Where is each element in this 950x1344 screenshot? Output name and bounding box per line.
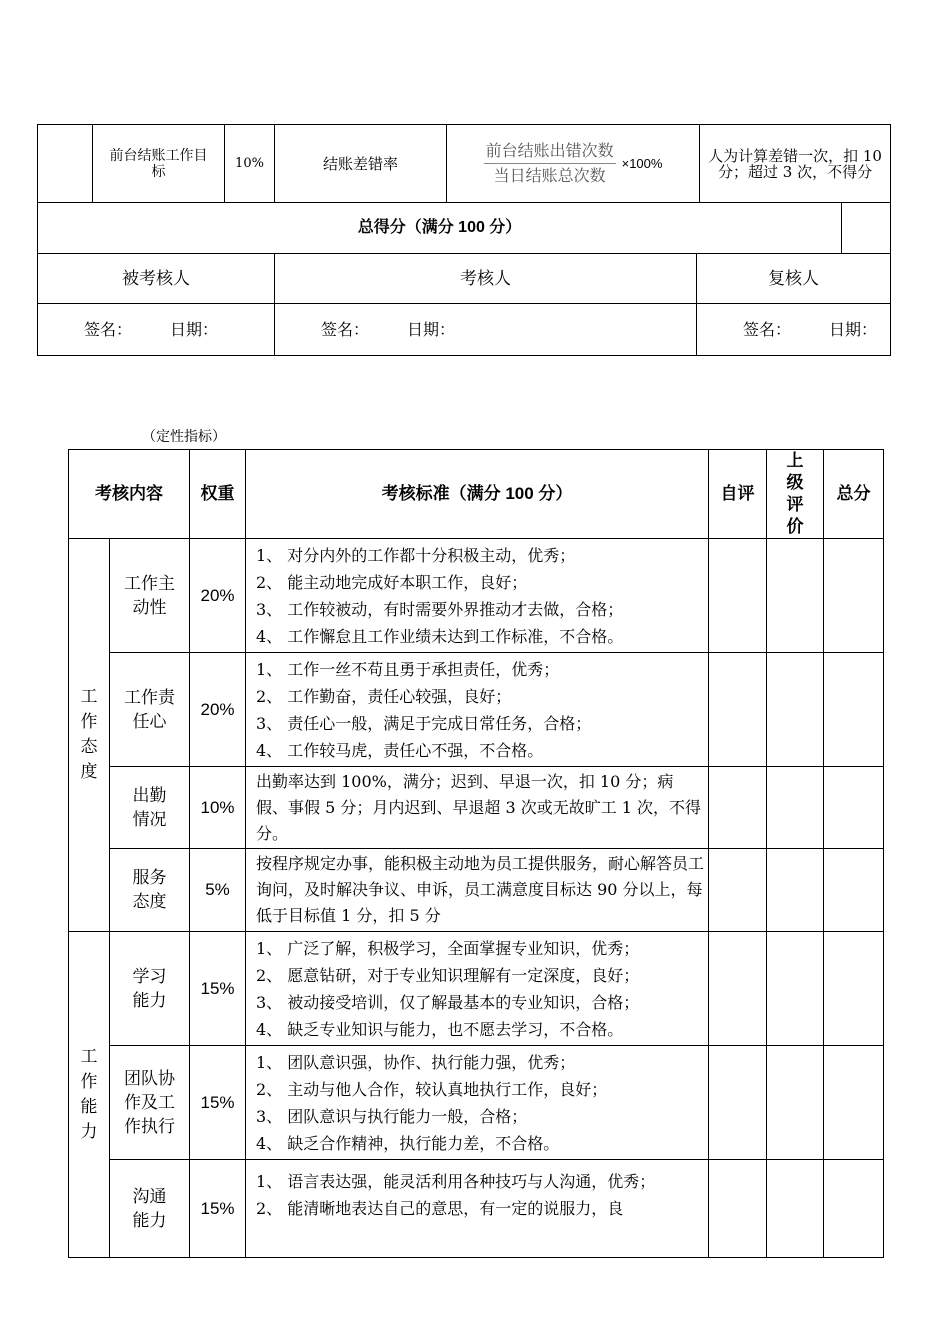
role-reviewer: 复核人 bbox=[697, 254, 891, 304]
role-assessor: 考核人 bbox=[275, 254, 697, 304]
weight-responsibility: 20% bbox=[190, 653, 246, 767]
scoring-rule-cell: 人为计算差错一次，扣 10 分；超过 3 次，不得分 bbox=[700, 125, 891, 203]
qualitative-caption: （定性指标） bbox=[142, 429, 226, 445]
qualitative-table bbox=[68, 449, 884, 1258]
total-score-label: 总得分（满分 100 分） bbox=[38, 203, 842, 254]
superior-score-cell[interactable] bbox=[767, 932, 824, 1046]
criteria-learning: 1、 广泛了解，积极学习，全面掌握专业知识，优秀； 2、 愿意钻研，对于专业知识理解有一定深度，良好； 3、 被动接受培训，仅了解最基本的专业知识，合格； 4、 缺乏专业知识与能力，也不愿去学习，不合格。 bbox=[246, 932, 709, 1046]
header-total: 总分 bbox=[824, 450, 884, 539]
criteria-responsibility: 1、 工作一丝不苟且勇于承担责任，优秀； 2、 工作勤奋，责任心较强，良好； 3、 责任心一般，满足于完成日常任务，合格； 4、 工作较马虎，责任心不强，不合格。 bbox=[246, 653, 709, 767]
formula-cell bbox=[447, 125, 700, 203]
item-teamwork: 团队协作及工作执行 bbox=[110, 1046, 190, 1160]
fraction bbox=[484, 142, 616, 185]
total-score-cell[interactable] bbox=[824, 932, 884, 1046]
total-score-cell[interactable] bbox=[824, 653, 884, 767]
total-score-cell[interactable] bbox=[824, 767, 884, 849]
signature-examinee: 签名： 日期： bbox=[38, 304, 275, 356]
weight-communication: 15% bbox=[190, 1160, 246, 1258]
header-standard: 考核标准（满分 100 分） bbox=[246, 450, 709, 539]
numerator: 前台结账出错次数 bbox=[484, 142, 616, 164]
weight-teamwork: 15% bbox=[190, 1046, 246, 1160]
signature-assessor: 签名： 日期： bbox=[275, 304, 697, 356]
total-score-cell[interactable] bbox=[824, 539, 884, 653]
criteria-service-attitude: 按程序规定办事，能积极主动地为员工提供服务，耐心解答员工询问，及时解决争议、申诉，员工满意度目标达 90 分以上，每低于目标值 1 分，扣 5 分 bbox=[246, 849, 709, 932]
indicator-cell: 结账差错率 bbox=[275, 125, 447, 203]
superior-score-cell[interactable] bbox=[767, 1046, 824, 1160]
weight-cell: 10% bbox=[225, 125, 275, 203]
header-weight: 权重 bbox=[190, 450, 246, 539]
self-score-cell[interactable] bbox=[709, 767, 767, 849]
blank-cell bbox=[38, 125, 93, 203]
weight-learning: 15% bbox=[190, 932, 246, 1046]
role-examinee: 被考核人 bbox=[38, 254, 275, 304]
weight-initiative: 20% bbox=[190, 539, 246, 653]
item-attendance: 出勤情况 bbox=[110, 767, 190, 849]
superior-score-cell[interactable] bbox=[767, 653, 824, 767]
item-service-attitude: 服务态度 bbox=[110, 849, 190, 932]
criteria-attendance: 出勤率达到 100%，满分；迟到、早退一次，扣 10 分；病假、事假 5 分；月内迟到、早退超 3 次或无故旷工 1 次，不得分。 bbox=[246, 767, 709, 849]
criteria-communication: 1、 语言表达强，能灵活利用各种技巧与人沟通，优秀； 2、 能清晰地表达自己的意思，有一定的说服力，良 bbox=[246, 1160, 709, 1258]
self-score-cell[interactable] bbox=[709, 932, 767, 1046]
weight-service-attitude: 5% bbox=[190, 849, 246, 932]
quantitative-table bbox=[37, 124, 891, 356]
multiplier: ×100% bbox=[621, 155, 663, 171]
total-score-cell[interactable] bbox=[824, 1046, 884, 1160]
item-cell: 前台结账工作目标 bbox=[93, 125, 225, 203]
superior-score-cell[interactable] bbox=[767, 849, 824, 932]
self-score-cell[interactable] bbox=[709, 1046, 767, 1160]
self-score-cell[interactable] bbox=[709, 849, 767, 932]
self-score-cell[interactable] bbox=[709, 653, 767, 767]
total-score-cell[interactable] bbox=[824, 1160, 884, 1258]
item-communication: 沟通能力 bbox=[110, 1160, 190, 1258]
header-self: 自评 bbox=[709, 450, 767, 539]
superior-score-cell[interactable] bbox=[767, 767, 824, 849]
criteria-teamwork: 1、 团队意识强，协作、执行能力强，优秀； 2、 主动与他人合作，较认真地执行工作，良好； 3、 团队意识与执行能力一般，合格； 4、 缺乏合作精神，执行能力差，不合格。 bbox=[246, 1046, 709, 1160]
self-score-cell[interactable] bbox=[709, 1160, 767, 1258]
item-responsibility: 工作责任心 bbox=[110, 653, 190, 767]
superior-score-cell[interactable] bbox=[767, 1160, 824, 1258]
group-work-ability: 工作能力 bbox=[69, 932, 110, 1258]
item-initiative: 工作主动性 bbox=[110, 539, 190, 653]
group-work-attitude: 工作态度 bbox=[69, 539, 110, 932]
item-learning: 学习能力 bbox=[110, 932, 190, 1046]
total-score-cell[interactable] bbox=[824, 849, 884, 932]
total-score-value bbox=[842, 203, 891, 254]
self-score-cell[interactable] bbox=[709, 539, 767, 653]
denominator: 当日结账总次数 bbox=[493, 166, 606, 185]
header-content: 考核内容 bbox=[69, 450, 190, 539]
weight-attendance: 10% bbox=[190, 767, 246, 849]
signature-reviewer: 签名： 日期： bbox=[697, 304, 891, 356]
criteria-initiative: 1、 对分内外的工作都十分积极主动，优秀； 2、 能主动地完成好本职工作，良好； 3、 工作较被动，有时需要外界推动才去做，合格； 4、 工作懈怠且工作业绩未达到工作标准，不合格。 bbox=[246, 539, 709, 653]
superior-score-cell[interactable] bbox=[767, 539, 824, 653]
header-superior: 上级评价 bbox=[767, 450, 824, 539]
